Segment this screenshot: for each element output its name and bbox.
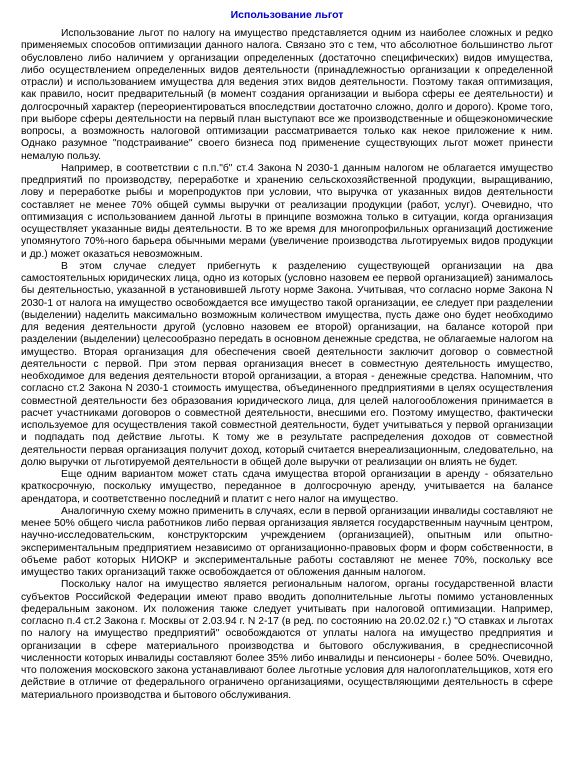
paragraph-reorganization: В этом случае следует прибегнуть к разделению существующей организации на два самостоятельных юридических лица, одно из которых (условно назовем ее первой организацией) занималось бы деятельностью, указанной в установившей льготу норме Закона. Учитывая, что согласно норме Закона N 2030-1 от налога на имущество освобождается все имущество такой организации, ее следует при разделении (выделении) наделить максимально возможным количеством имущества, пусть даже оно будет необходимо для ведения деятельности другой (условно назовем ее второй) организации, на балансе которой при разделении (выделении) целесообразно передать в основном денежные средства, не облагаемые налогом на имущество. Вторая организация для обеспечения своей деятельности заключит договор о совместной деятельности с первой. При этом первая организация внесет в совместную деятельность имущество, необходимое для ведения деятельности второй организации, а вторая - денежные средства. Напомним, что согласно ст.2 Закона N 2030-1 стоимость имущества, объединенного предприятиями в целях осуществления совместной деятельности без образования юридического лица, для целей налогообложения принимается в расчет участниками договоров о совместной деятельности, внесшими его. Поэтому имущество, фактически используемое для осуществления такой совместной деятельности, будет учитываться у первой организации и подпадать под действие льготы. К тому же в результате распределения доходов от совместной деятельности первая организация получит доход, который считается внереализационным, следовательно, на долю выручки от льготируемой деятельности в общей доле выручки от реализации он влиять не будет. <box>21 260 553 468</box>
paragraph-analogous-scheme: Аналогичную схему можно применить в случаях, если в первой организации инвалиды составляют не менее 50% общего числа работников либо первая организация является государственным научным центром, научно-исследовательским, конструкторским учреждением (организацией), опытным или опытно-экспериментальным предприятием независимо от организационно-правовых форм и форм собственности, в объеме работ которых НИОКР и экспериментальные работы составляют не менее 70%, поскольку все имущество таких организаций также освобождается от обложения данным налогом. <box>21 505 553 578</box>
paragraph-intro: Использование льгот по налогу на имущество представляется одним из наиболее сложных и редко применяемых способов оптимизации данного налога. Связано это с тем, что абсолютное большинство льгот обусловлено либо наличием у организации определенных (достаточно специфических) видов имущества, либо осуществлением определенных видов деятельности (принадлежностью организации к определенной отрасли) и использованием имущества для ведения этих видов деятельности. Поэтому такая оптимизация, как правило, носит предварительный (в момент создания организации и выбора сферы ее деятельности) и долгосрочный характер (переориентироваться впоследствии достаточно сложно, долго и дорого). Кроме того, при выборе сферы деятельности на первый план выступают все же производственные и общеэкономические вопросы, а возможность налоговой оптимизации рассматривается только как некое приложение к ним. Однако разумное "подстраивание" своего бизнеса под применение существующих льгот может принести немалую пользу. <box>21 28 553 162</box>
paragraph-lease-option: Еще одним вариантом может стать сдача имущества второй организации в аренду - обязательно краткосрочную, поскольку имущество, переданное в долгосрочную аренду, учитывается на балансе арендатора, и соответственно последний и платит с него налог на имущество. <box>21 469 553 505</box>
paragraph-agricultural-example: Например, в соответствии с п.п."б" ст.4 Закона N 2030-1 данным налогом не облагается имущество предприятий по производству, переработке и хранению сельскохозяйственной продукции, выращиванию, лову и переработке рыбы и морепродуктов при условии, что выручка от указанных видов деятельности составляет не менее 70% общей суммы выручки от реализации продукции (работ, услуг). Очевидно, что оптимизация с использованием данной льготы в принципе возможна только в ситуации, когда организация осуществляет указанные виды деятельности. В то же время для многопрофильных организаций достижение упомянутого 70%-ного барьера обычными мерами (увеличение производства льготируемых видов продукции и др.) может оказаться невозможным. <box>21 162 553 260</box>
paragraph-regional-benefits: Поскольку налог на имущество является региональным налогом, органы государственной власти субъектов Российской Федерации имеют право вводить дополнительные льготы помимо установленных федеральным законом. Их положения также следует учитывать при налоговой оптимизации. Например, согласно п.4 ст.2 Закона г. Москвы от 2.03.94 г. N 2-17 (в ред. по состоянию на 20.02.02 г.) "О ставках и льготах по налогу на имущество предприятий" освобождаются от уплаты налога на имущество предприятия и организации в сфере материального производства и бытового обслуживания, в среднесписочной численности которых инвалиды составляют более 35% либо инвалиды и пенсионеры - более 50%. Очевидно, что положения московского закона устанавливают более льготные условия для налогоплательщиков, хотя его действие в отличие от федерального ограничено организациями, осуществляющими деятельность в сфере материального производства и бытового обслуживания. <box>21 579 553 701</box>
document-title: Использование льгот <box>230 9 344 21</box>
